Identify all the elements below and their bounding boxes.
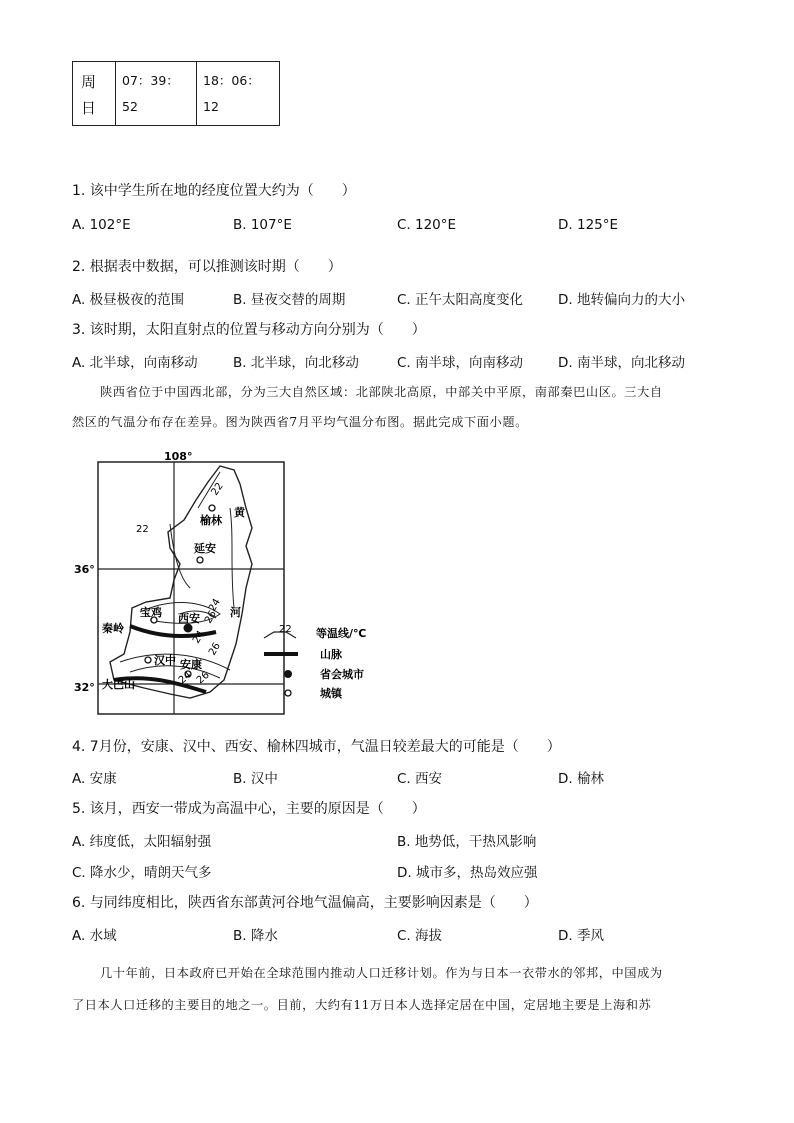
town-marker-yulin xyxy=(209,505,215,511)
place-label-qinling: 秦岭 xyxy=(102,622,124,635)
legend-town-label: 城镇 xyxy=(320,687,342,700)
q3-option-b[interactable]: B. 北半球，向北移动 xyxy=(233,355,359,371)
passage-1-line-1: 陕西省位于中国西北部，分为三大自然区域：北部陕北高原，中部关中平原，南部秦巴山区。三大自 xyxy=(100,385,663,399)
question-6-stem: 6. 与同纬度相比，陕西省东部黄河谷地气温偏高，主要影响因素是（ ） xyxy=(72,895,538,911)
question-3-stem: 3. 该时期，太阳直射点的位置与移动方向分别为（ ） xyxy=(72,322,426,338)
table-cell-sunset: 18：06：12 xyxy=(197,62,280,126)
q5-option-c[interactable]: C. 降水少，晴朗天气多 xyxy=(72,865,212,881)
q2-option-a[interactable]: A. 极昼极夜的范围 xyxy=(72,292,185,308)
q3-option-d[interactable]: D. 南半球，向北移动 xyxy=(558,355,685,371)
q4-option-d[interactable]: D. 榆林 xyxy=(558,771,604,787)
q1-option-c[interactable]: C. 120°E xyxy=(397,217,457,233)
q6-option-c[interactable]: C. 海拔 xyxy=(397,928,443,944)
place-label-yanan: 延安 xyxy=(194,542,216,555)
lon-label-108: 108° xyxy=(164,450,193,463)
q2-option-c[interactable]: C. 正午太阳高度变化 xyxy=(397,292,524,308)
isotherm-label: 22 xyxy=(209,480,226,498)
table-cell-day: 周日 xyxy=(73,62,116,126)
question-2-stem: 2. 根据表中数据，可以推测该时期（ ） xyxy=(72,259,342,275)
q5-option-a[interactable]: A. 纬度低，太阳辐射强 xyxy=(72,834,212,850)
q2-option-b[interactable]: B. 昼夜交替的周期 xyxy=(233,292,346,308)
q4-option-b[interactable]: B. 汉中 xyxy=(233,771,278,787)
q2-option-d[interactable]: D. 地转偏向力的大小 xyxy=(558,292,685,308)
q4-option-a[interactable]: A. 安康 xyxy=(72,771,117,787)
place-label-dabashan: 大巴山 xyxy=(102,678,135,691)
isotherm-label: 24 xyxy=(191,628,207,646)
question-1-stem: 1. 该中学生所在地的经度位置大约为（ ） xyxy=(72,183,356,199)
shaanxi-july-temperature-map xyxy=(70,448,390,718)
passage-2-line-1: 几十年前，日本政府已开始在全球范围内推动人口迁移计划。作为与日本一衣带水的邻邦，中国成为 xyxy=(100,966,663,980)
isotherm-line xyxy=(230,508,234,608)
legend-capital-symbol xyxy=(284,670,292,678)
table-cell-sunrise: 07：39：52 xyxy=(116,62,197,126)
place-label-hanzhong: 汉中 xyxy=(154,654,176,667)
legend-town-symbol xyxy=(285,690,291,696)
q6-option-b[interactable]: B. 降水 xyxy=(233,928,278,944)
question-5-stem: 5. 该月，西安一带成为高温中心，主要的原因是（ ） xyxy=(72,801,426,817)
legend-capital-label: 省会城市 xyxy=(320,668,364,681)
q6-option-d[interactable]: D. 季风 xyxy=(558,928,604,944)
q1-option-b[interactable]: B. 107°E xyxy=(233,217,292,233)
isotherm-label: 26 xyxy=(194,669,212,687)
isotherm-label: 26 xyxy=(203,608,219,626)
place-label-he: 河 xyxy=(230,606,241,619)
q5-option-b[interactable]: B. 地势低，干热风影响 xyxy=(397,834,537,850)
q1-option-d[interactable]: D. 125°E xyxy=(558,217,619,233)
isotherm-label: 22 xyxy=(136,524,149,535)
place-label-yulin: 榆林 xyxy=(200,514,222,527)
table-row xyxy=(73,62,280,126)
place-label-xian: 西安 xyxy=(178,612,200,625)
town-marker-yanan xyxy=(197,557,203,563)
legend-isotherm-value: 22 xyxy=(279,624,292,635)
question-4-stem: 4. 7月份，安康、汉中、西安、榆林四城市，气温日较差最大的可能是（ ） xyxy=(72,739,561,755)
passage-2-line-2: 了日本人口迁移的主要目的地之一。目前，大约有11万日本人选择定居在中国，定居地主要是上海和苏 xyxy=(72,998,652,1012)
q3-option-c[interactable]: C. 南半球，向南移动 xyxy=(397,355,524,371)
town-marker-hanzhong xyxy=(145,657,151,663)
isotherm-line xyxy=(170,524,190,588)
place-label-ankang: 安康 xyxy=(180,658,202,671)
isotherm-label: 24 xyxy=(176,669,194,687)
place-label-huang: 黄 xyxy=(234,506,245,519)
q5-option-d[interactable]: D. 城市多，热岛效应强 xyxy=(397,865,538,881)
lat-label-36: 36° xyxy=(74,563,95,576)
passage-1-line-2: 然区的气温分布存在差异。图为陕西省7月平均气温分布图。据此完成下面小题。 xyxy=(72,415,528,429)
place-label-baoji: 宝鸡 xyxy=(140,606,162,619)
isotherm-label: 24 xyxy=(207,596,223,614)
lat-label-32: 32° xyxy=(74,681,95,694)
sunrise-sunset-table xyxy=(72,61,280,126)
q4-option-c[interactable]: C. 西安 xyxy=(397,771,443,787)
isotherm-label: 26 xyxy=(207,640,223,658)
legend-mountain-label: 山脉 xyxy=(320,648,342,661)
q6-option-a[interactable]: A. 水域 xyxy=(72,928,117,944)
q3-option-a[interactable]: A. 北半球，向南移动 xyxy=(72,355,198,371)
legend-isotherm-label: 等温线/℃ xyxy=(316,627,367,640)
q1-option-a[interactable]: A. 102°E xyxy=(72,217,131,233)
